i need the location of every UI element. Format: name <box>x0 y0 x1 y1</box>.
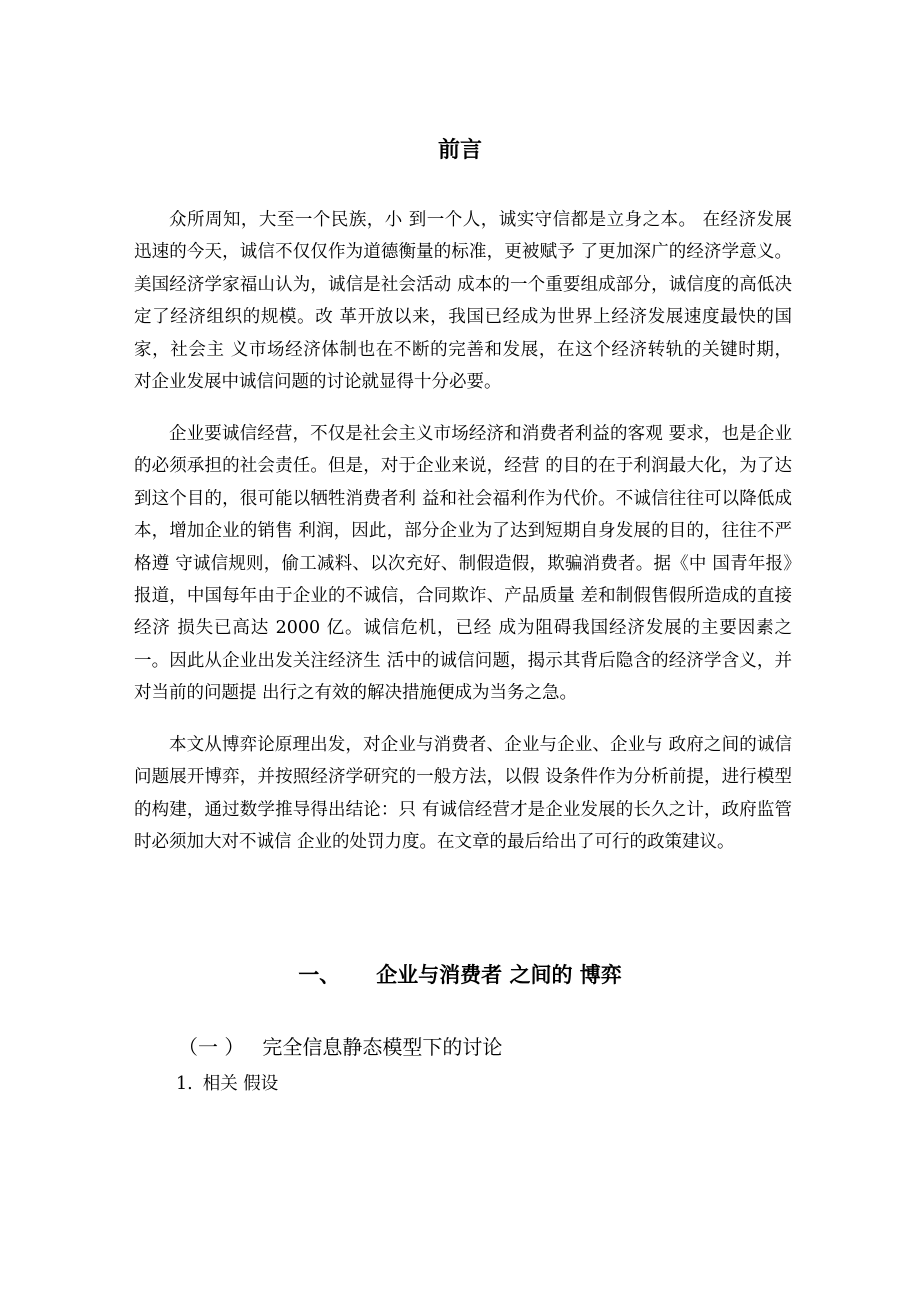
subsection-title: 完全信息静态模型下的讨论 <box>262 1035 503 1059</box>
subsection-heading <box>178 1031 502 1063</box>
section-heading <box>0 958 920 992</box>
page-title: 前言 <box>437 137 482 163</box>
item-title: 相关 假设 <box>202 1074 279 1094</box>
paragraph-intro: 众所周知，大至一个民族，小 到一个人，诚实守信都是立身之本。 在经济发展迅速的今天，诚信不仅仅作为道德衡量的标准，更被赋予 了更加深广的经济学意义。美国经济学家福山认为，诚信是社会活动 成本的一个重要组成部分，诚信度的高低决定了经济组织的规模。改 革开放以来，我国已经成为世界上经济发展速度最快的国家，社会主 义市场经济体制也在不断的完善和发展，在这个经济转轨的关键时期， 对企业发展中诚信问题的讨论就显得十分必要。 <box>134 210 792 393</box>
item-heading <box>176 1068 278 1100</box>
paragraph-enterprise-integrity: 企业要诚信经营，不仅是社会主义市场经济和消费者利益的客观 要求，也是企业的必须承担的社会责任。但是，对于企业来说，经营 的目的在于利润最大化，为了达到这个目的，很可能以牺牲消费者利 益和社会福利作为代价。不诚信往往可以降低成本，增加企业的销售 利润，因此，部分企业为了达到短期自身发展的目的，往往不严格遵 守诚信规则，偷工减料、以次充好、制假造假，欺骗消费者。据《中 国青年报》报道，中国每年由于企业的不诚信，合同欺诈、产品质量 差和制假售假所造成的直接经济 损失已高达 2000 亿。诚信危机，已经 成为阻碍我国经济发展的主要因素之一。因此从企业出发关注经济生 活中的诚信问题，揭示其背后隐含的经济学含义，并对当前的问题提 出行之有效的解决措施便成为当务之急。 <box>134 424 792 704</box>
paragraph-paper-outline: 本文从博弈论原理出发，对企业与消费者、企业与企业、企业与 政府之间的诚信问题展开博弈，并按照经济学研究的一般方法，以假 设条件作为分析前提，进行模型的构建，通过数学推导得出结论：只 有诚信经营才是企业发展的长久之计，政府监管时必须加大对不诚信 企业的处罚力度。在文章的最后给出了可行的政策建议。 <box>134 735 792 853</box>
item-number: 1. <box>176 1074 193 1094</box>
section-title: 企业与消费者 之间的 博弈 <box>376 962 622 987</box>
subsection-number: （一 ） <box>178 1035 245 1059</box>
section-number: 一、 <box>298 962 341 987</box>
